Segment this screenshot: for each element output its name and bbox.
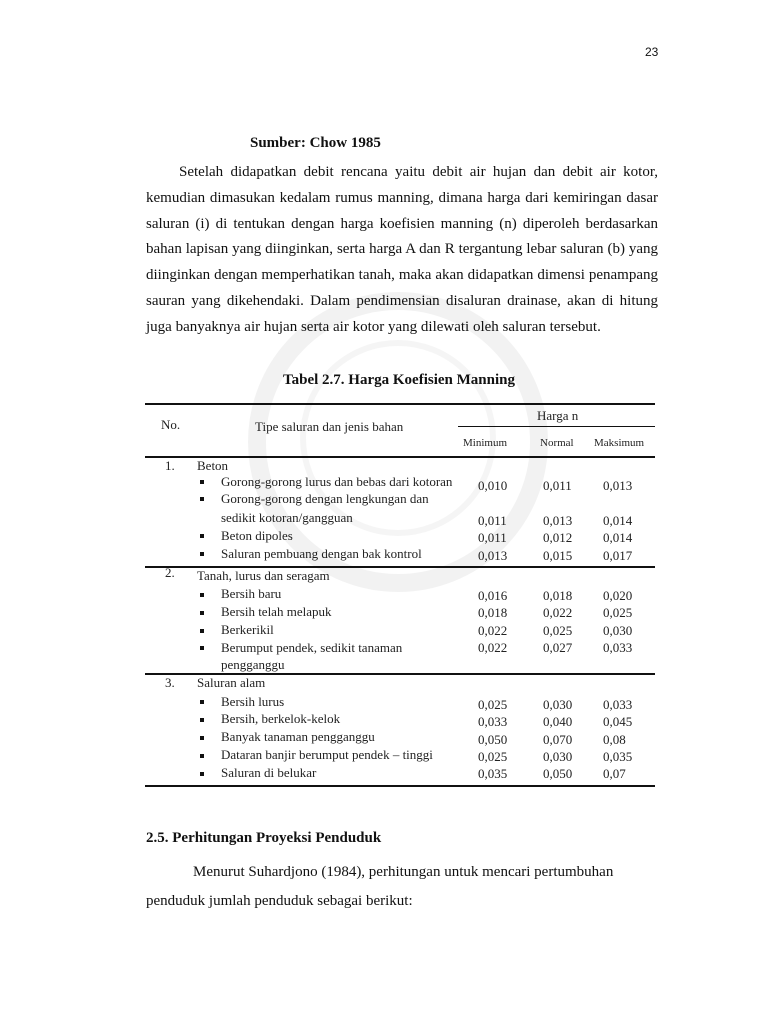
row-label: Banyak tanaman pengganggu	[221, 729, 375, 744]
value-min: 0,050	[478, 732, 508, 747]
bullet	[200, 497, 204, 501]
value-min: 0,011	[478, 530, 507, 545]
bullet	[200, 611, 204, 615]
bullet	[200, 552, 204, 556]
header-harga: Harga n	[537, 408, 579, 423]
table-source: Sumber: Chow 1985	[250, 135, 381, 151]
value-normal: 0,070	[543, 732, 573, 747]
value-normal: 0,030	[543, 697, 573, 712]
row-label: Bersih lurus	[221, 694, 285, 709]
row-label: Bersih telah melapuk	[221, 604, 332, 619]
row-label: Gorong-gorong lurus dan bebas dari kotoran	[221, 474, 453, 489]
value-normal: 0,050	[543, 766, 573, 781]
value-min: 0,035	[478, 766, 508, 781]
group2-title: Tanah, lurus dan seragam	[197, 568, 330, 583]
group3-no: 3.	[165, 675, 175, 690]
row-label: Gorong-gorong dengan lengkungan dan	[221, 491, 429, 506]
value-min: 0,025	[478, 749, 508, 764]
header-no: No.	[161, 417, 181, 432]
group1-title: Beton	[197, 458, 229, 473]
value-normal: 0,011	[543, 478, 572, 493]
bullet	[200, 646, 204, 650]
value-max: 0,045	[603, 714, 633, 729]
value-normal: 0,040	[543, 714, 573, 729]
paragraph-manning: Setelah didapatkan debit rencana yaitu debit air hujan dan debit air kotor, kemudian dimasukan kedalam rumus manning, dimana harga dari kemiringan dasar saluran (i) di tentukan dengan harga koefisien manning (n) diperoleh berdasarkan bahan lapisan yang diinginkan, serta harga A dan R tergantung lebar saluran (b) yang diinginkan dengan memperhatikan tanah, maka akan didapatkan dimensi penampang sauran yang dikehendaki. Dalam pendimensian disaluran drainase, akan di hitung juga banyaknya air hujan serta air kotor yang dilewati oleh saluran tersebut.	[146, 164, 658, 335]
value-min: 0,016	[478, 588, 508, 603]
row-label: Bersih baru	[221, 586, 282, 601]
value-max: 0,014	[603, 513, 633, 528]
bullet	[200, 718, 204, 722]
value-max: 0,020	[603, 588, 633, 603]
row-label: Bersih, berkelok-kelok	[221, 711, 341, 726]
value-normal: 0,030	[543, 749, 573, 764]
header-normal: Normal	[540, 437, 574, 449]
bullet	[200, 772, 204, 776]
row-label: Beton dipoles	[221, 528, 293, 543]
value-max: 0,030	[603, 623, 633, 638]
value-min: 0,018	[478, 605, 508, 620]
group1-no: 1.	[165, 458, 175, 473]
bullet	[200, 754, 204, 758]
value-min: 0,013	[478, 548, 508, 563]
row-label: Berkerikil	[221, 622, 274, 637]
bullet	[200, 629, 204, 633]
value-max: 0,035	[603, 749, 633, 764]
bullet	[200, 480, 204, 484]
value-max: 0,033	[603, 697, 633, 712]
value-min: 0,025	[478, 697, 508, 712]
value-normal: 0,025	[543, 623, 573, 638]
value-max: 0,033	[603, 640, 633, 655]
row-label: Berumput pendek, sedikit tanaman	[221, 640, 403, 655]
row-label: Dataran banjir berumput pendek – tinggi	[221, 747, 433, 762]
value-max: 0,07	[603, 766, 626, 781]
row-label: Saluran di belukar	[221, 765, 317, 780]
table-top-rule	[145, 403, 655, 405]
value-max: 0,025	[603, 605, 633, 620]
value-min: 0,033	[478, 714, 508, 729]
header-max: Maksimum	[594, 437, 645, 449]
value-normal: 0,022	[543, 605, 573, 620]
table-bottom-rule	[145, 785, 655, 787]
value-normal: 0,013	[543, 513, 573, 528]
value-normal: 0,018	[543, 588, 573, 603]
value-min: 0,011	[478, 513, 507, 528]
value-normal: 0,027	[543, 640, 573, 655]
value-normal: 0,012	[543, 530, 573, 545]
page-number: 23	[645, 45, 659, 59]
header-min: Minimum	[463, 437, 508, 449]
bullet	[200, 593, 204, 597]
value-min: 0,010	[478, 478, 508, 493]
value-max: 0,08	[603, 732, 626, 747]
manning-table	[145, 398, 655, 790]
harga-rule	[458, 426, 655, 427]
group3-title: Saluran alam	[197, 675, 266, 690]
bullet	[200, 700, 204, 704]
paragraph-population: Menurut Suhardjono (1984), perhitungan untuk mencari pertumbuhan penduduk jumlah penduduk sebagai berikut:	[146, 864, 614, 909]
row-label: Saluran pembuang dengan bak kontrol	[221, 546, 422, 561]
bullet	[200, 736, 204, 740]
section-heading: 2.5. Perhitungan Proyeksi Penduduk	[146, 830, 382, 846]
value-max: 0,014	[603, 530, 633, 545]
header-type: Tipe saluran dan jenis bahan	[255, 419, 404, 434]
bullet	[200, 534, 204, 538]
value-min: 0,022	[478, 623, 508, 638]
value-max: 0,013	[603, 478, 633, 493]
table-caption: Tabel 2.7. Harga Koefisien Manning	[283, 372, 515, 388]
value-max: 0,017	[603, 548, 633, 563]
value-normal: 0,015	[543, 548, 573, 563]
group2-no: 2.	[165, 565, 175, 580]
row-label-cont: sedikit kotoran/gangguan	[221, 510, 353, 525]
row-label-cont: pengganggu	[221, 657, 285, 672]
value-min: 0,022	[478, 640, 508, 655]
